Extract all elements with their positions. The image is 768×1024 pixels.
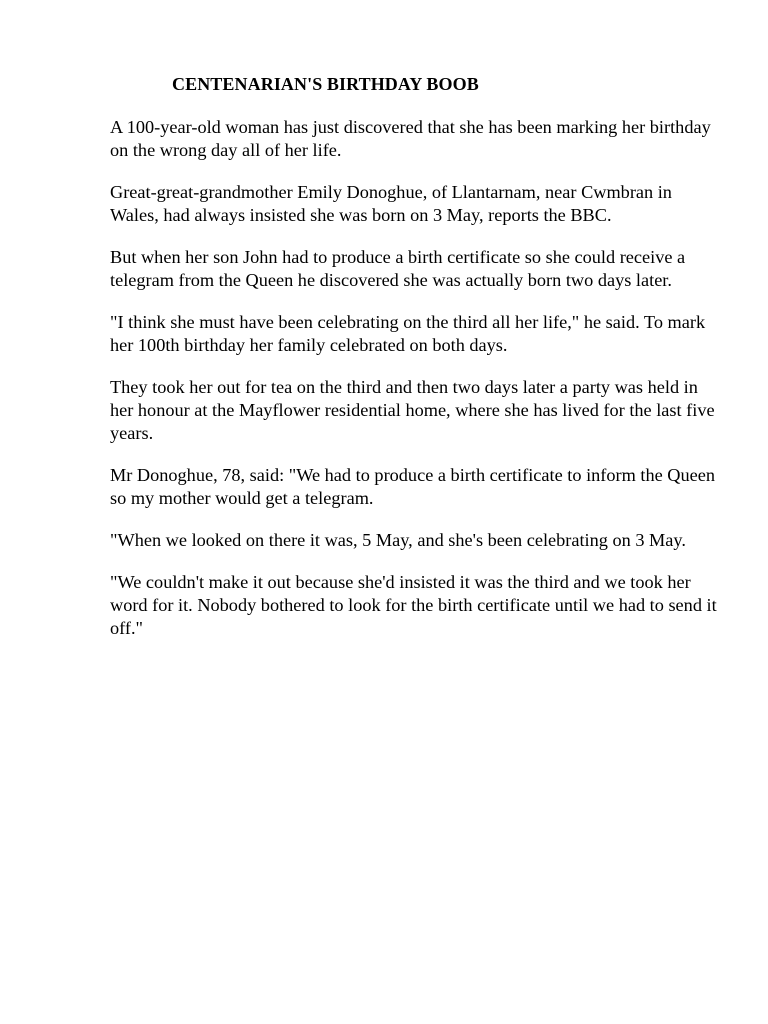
paragraph-7: "When we looked on there it was, 5 May, and she's been celebrating on 3 May.: [110, 530, 686, 550]
paragraph-1: A 100-year-old woman has just discovered that she has been marking her birthday on the wrong day all of her life.: [110, 117, 711, 160]
paragraph-4: "I think she must have been celebrating on the third all her life," he said. To mark her 100th birthday her family celebrated on both days.: [110, 312, 706, 355]
paragraph-5: They took her out for tea on the third and then two days later a party was held in her honour at the Mayflower residential home, where she has lived for the last five years.: [110, 377, 715, 443]
document-title: CENTENARIAN'S BIRTHDAY BOOB: [172, 74, 479, 94]
paragraph-2: Great-great-grandmother Emily Donoghue, of Llantarnam, near Cwmbran in Wales, had always insisted she was born on 3 May, reports the BBC.: [110, 182, 672, 225]
paragraph-8: "We couldn't make it out because she'd insisted it was the third and we took her word for it. Nobody bothered to look for the birth certificate until we had to send it off.": [110, 572, 717, 638]
paragraph-6: Mr Donoghue, 78, said: "We had to produce a birth certificate to inform the Queen so my mother would get a telegram.: [110, 465, 716, 508]
article-body: [110, 116, 722, 659]
paragraph-3: But when her son John had to produce a birth certificate so she could receive a telegram from the Queen he discovered she was actually born two days later.: [110, 247, 686, 290]
